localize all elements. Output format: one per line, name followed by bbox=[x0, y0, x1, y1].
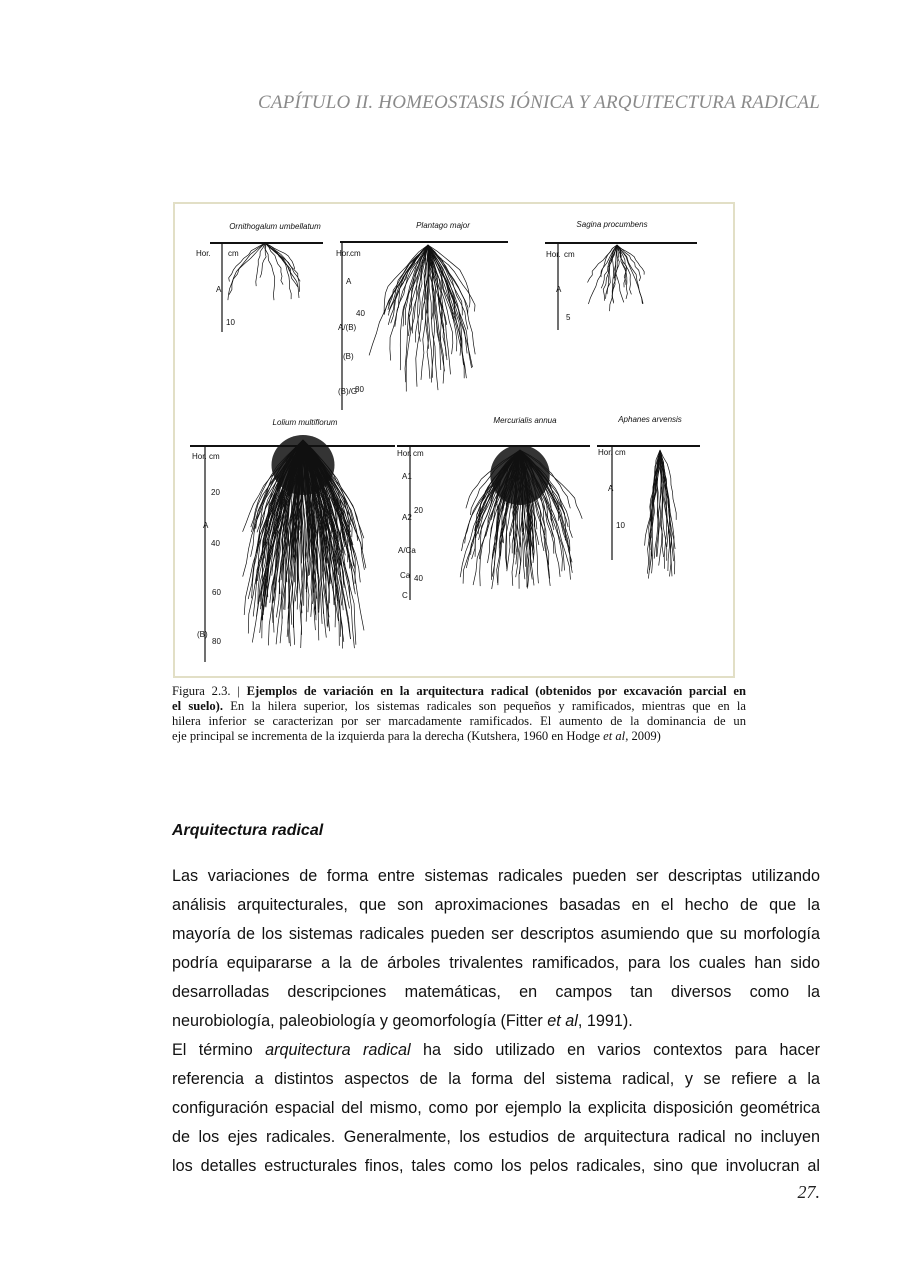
body-line bbox=[172, 862, 820, 891]
body-line bbox=[172, 920, 820, 949]
bold-text: Ejemplos de variación en la arquitectura radical (obtenidos por excavación parcial en bbox=[246, 684, 746, 698]
caption-line bbox=[172, 684, 746, 699]
text-run: En la hilera superior, los sistemas radicales son pequeños y ramificados, mientras que en la bbox=[222, 699, 747, 713]
body-line bbox=[172, 1007, 820, 1036]
root-line bbox=[265, 243, 275, 300]
text-run: referencia a distintos aspectos de la forma del sistema radical, y se refiere a la bbox=[172, 1070, 820, 1088]
axis-label: Hor. bbox=[546, 250, 561, 259]
axis-label: 40 bbox=[414, 574, 423, 583]
axis-label: 80 bbox=[212, 637, 221, 646]
running-header: CAPÍTULO II. HOMEOSTASIS IÓNICA Y ARQUITECTURA RADICAL bbox=[258, 92, 820, 113]
axis-label: Hor. bbox=[192, 452, 207, 461]
species-label: Sagina procumbens bbox=[576, 220, 648, 229]
body-line bbox=[172, 1123, 820, 1152]
axis-label: 5 bbox=[566, 313, 571, 322]
axis-label: Hor. bbox=[397, 449, 412, 458]
body-text bbox=[172, 862, 820, 1181]
text-run: mayoría de los sistemas radicales pueden ser descriptos asumiendo que su morfología bbox=[172, 925, 820, 943]
italic-text: et al bbox=[547, 1012, 578, 1030]
text-run: configuración espacial del mismo, como por ejemplo la explicita disposición geométrica bbox=[172, 1099, 820, 1117]
text-run: El término bbox=[172, 1041, 266, 1059]
axis-label: A bbox=[216, 285, 222, 294]
body-line bbox=[172, 1065, 820, 1094]
text-run: los detalles estructurales finos, tales como los pelos radicales, sino que involucran al bbox=[172, 1157, 820, 1175]
axis-label: cm bbox=[615, 448, 626, 457]
body-line bbox=[172, 1036, 820, 1065]
root-line bbox=[265, 243, 291, 299]
axis-label: 20 bbox=[414, 506, 423, 515]
axis-label: Hor. bbox=[598, 448, 613, 457]
bold-text: el suelo). bbox=[172, 699, 223, 713]
axis-label: 60 bbox=[212, 588, 221, 597]
root-line bbox=[588, 245, 618, 283]
text-run: Las variaciones de forma entre sistemas radicales pueden ser descriptas utilizando bbox=[172, 867, 820, 885]
species-label: Aphanes arvensis bbox=[618, 415, 682, 424]
figure-drawing bbox=[173, 202, 735, 678]
root-line bbox=[265, 243, 299, 298]
axis-label: A bbox=[556, 285, 562, 294]
root-line bbox=[265, 243, 300, 281]
root-system bbox=[228, 243, 300, 300]
axis-label: Hor. bbox=[336, 249, 351, 258]
axis-label: cm bbox=[413, 449, 424, 458]
caption-line bbox=[172, 699, 746, 714]
axis-label: (B) bbox=[197, 630, 208, 639]
root-crown bbox=[272, 435, 335, 495]
species-label: Ornithogalum umbellatum bbox=[229, 222, 321, 231]
axis-label: A bbox=[346, 277, 352, 286]
axis-label: A bbox=[203, 521, 209, 530]
text-run: ha sido utilizado en varios contextos para hacer bbox=[410, 1041, 820, 1059]
text-run: análisis arquitecturales, que son aproximaciones basadas en el hecho de que la bbox=[172, 896, 820, 914]
text-run: neurobiología, paleobiología y geomorfología (Fitter bbox=[172, 1012, 548, 1030]
axis-label: 10 bbox=[616, 521, 625, 530]
body-line bbox=[172, 891, 820, 920]
italic-text: et al bbox=[603, 729, 626, 743]
species-label: Mercurialis annua bbox=[493, 416, 557, 425]
axis-label: Ca bbox=[400, 571, 411, 580]
section-heading: Arquitectura radical bbox=[172, 822, 324, 839]
root-crown bbox=[490, 445, 550, 505]
body-line bbox=[172, 978, 820, 1007]
species-label: Plantago major bbox=[416, 221, 470, 230]
axis-label: A/(B) bbox=[338, 323, 357, 332]
axis-label: A2 bbox=[402, 513, 412, 522]
axis-label: A/Ca bbox=[398, 546, 416, 555]
axis-label: 20 bbox=[211, 488, 220, 497]
page-number: 27. bbox=[797, 1182, 820, 1202]
root-architecture-figure bbox=[173, 202, 735, 678]
figure-caption bbox=[172, 684, 746, 744]
axis-label: cm bbox=[350, 249, 361, 258]
species-label: Lolium multiflorum bbox=[272, 418, 338, 427]
axis-label: A bbox=[608, 484, 614, 493]
axis-label: Hor. bbox=[196, 249, 211, 258]
text-run: de los ejes radicales. Generalmente, los estudios de arquitectura radical no incluyen bbox=[172, 1128, 820, 1146]
text-run: hilera inferior se caracterizan por ser marcadamente ramificados. El aumento de la dominancia de un bbox=[172, 714, 746, 728]
text-run: , 2009) bbox=[625, 729, 661, 743]
axis-label: cm bbox=[564, 250, 575, 259]
axis-label: cm bbox=[228, 249, 239, 258]
text-run: desarrolladas descripciones matemáticas, en campos tan diversos como la bbox=[172, 983, 820, 1001]
body-line bbox=[172, 1152, 820, 1181]
text-run: eje principal se incrementa de la izquierda para la derecha (Kutshera, 1960 en Hodge bbox=[172, 729, 604, 743]
axis-label: 40 bbox=[211, 539, 220, 548]
axis-label: 10 bbox=[226, 318, 235, 327]
body-line bbox=[172, 1094, 820, 1123]
axis-label: A1 bbox=[402, 472, 412, 481]
axis-label: cm bbox=[209, 452, 220, 461]
text-run: , 1991). bbox=[577, 1012, 633, 1030]
axis-label: 80 bbox=[355, 385, 364, 394]
root-system bbox=[588, 245, 645, 311]
axis-label: (B)/G bbox=[338, 387, 358, 396]
axis-label: 40 bbox=[356, 309, 365, 318]
body-line bbox=[172, 949, 820, 978]
axis-label: C bbox=[402, 591, 408, 600]
italic-text: arquitectura radical bbox=[265, 1041, 411, 1059]
root-system bbox=[369, 245, 475, 392]
text-run: Figura 2.3. | bbox=[172, 684, 247, 698]
caption-line bbox=[172, 729, 746, 744]
axis-label: (B) bbox=[343, 352, 354, 361]
text-run: podría equipararse a la de árboles trivalentes ramificados, para los cuales han sido bbox=[172, 954, 820, 972]
root-system bbox=[645, 450, 677, 579]
caption-line bbox=[172, 714, 746, 729]
